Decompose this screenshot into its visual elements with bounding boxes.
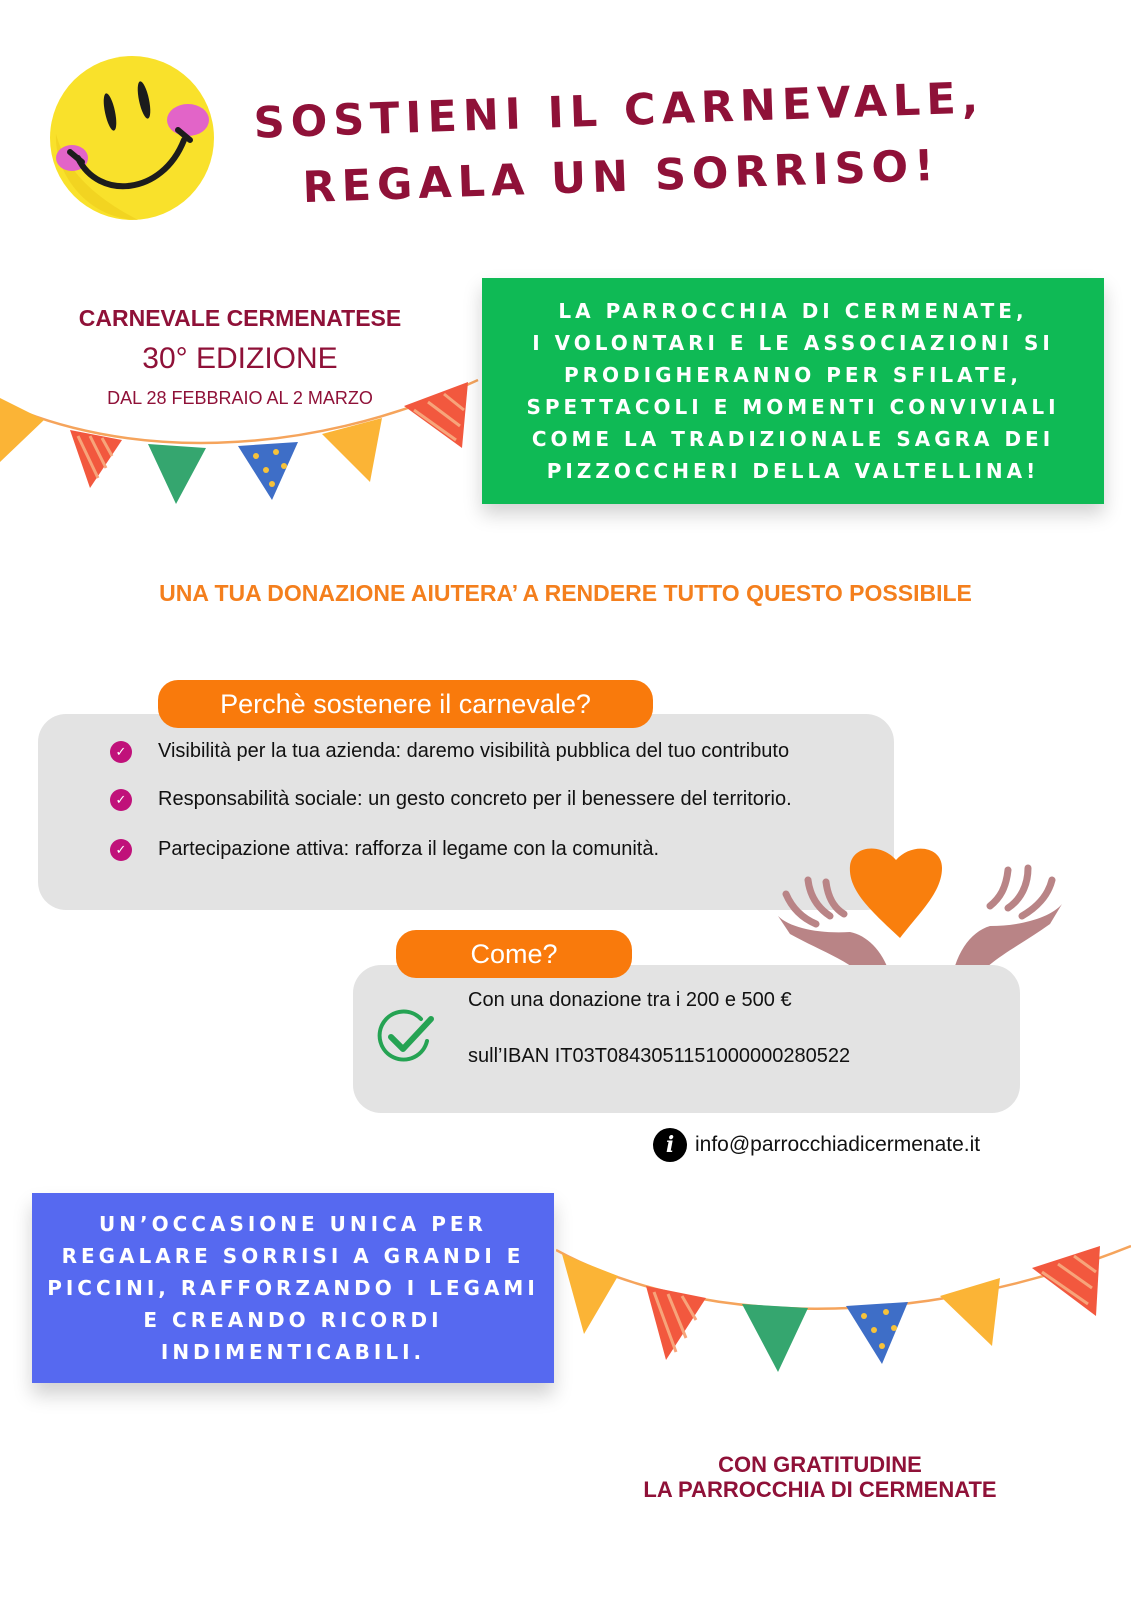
contact-email[interactable]: info@parrocchiadicermenate.it: [695, 1133, 981, 1156]
bunting-bottom-right: [556, 1236, 1131, 1396]
info-line: COME LA TRADIZIONALE SAGRA DEI: [531, 427, 1055, 451]
reason-item: [110, 838, 659, 861]
info-icon: i: [653, 1128, 687, 1162]
closing-box: [32, 1193, 554, 1383]
info-line: PIZZOCCHERI DELLA VALTELLINA!: [546, 459, 1040, 483]
how-panel: [353, 965, 1020, 1113]
reason-text: Visibilità per la tua azienda: daremo visibilità pubblica del tuo contributo: [158, 740, 790, 762]
reason-text: Partecipazione attiva: rafforza il legame con la comunità.: [158, 838, 660, 860]
info-box-text: [526, 295, 1059, 487]
contact-line: [653, 1128, 980, 1162]
closing-line: E CREANDO RICORDI: [143, 1308, 443, 1332]
why-heading: Perchè sostenere il carnevale?: [158, 680, 653, 728]
event-edition: 30° EDIZIONE: [142, 342, 338, 375]
closing-line: REGALARE SORRISI A GRANDI E: [61, 1244, 525, 1268]
info-line: LA PARROCCHIA DI CERMENATE,: [558, 299, 1028, 323]
info-line: I VOLONTARI E LE ASSOCIAZIONI SI: [532, 331, 1054, 355]
closing-box-text: [47, 1208, 539, 1368]
why-panel: [38, 714, 894, 910]
check-circle-icon: ✓: [110, 741, 132, 763]
closing-line: PICCINI, RAFFORZANDO I LEGAMI: [47, 1276, 539, 1300]
check-circle-icon: ✓: [110, 789, 132, 811]
signature-line: LA PARROCCHIA DI CERMENATE: [643, 1477, 997, 1502]
event-name: CARNEVALE CERMENATESE: [78, 305, 402, 331]
reason-item: [110, 740, 789, 763]
info-line: SPETTACOLI E MOMENTI CONVIVIALI: [526, 395, 1060, 419]
info-box: [482, 278, 1104, 504]
info-line: PRODIGHERANNO PER SFILATE,: [563, 363, 1022, 387]
donation-amount: Con una donazione tra i 200 e 500 €: [468, 989, 792, 1011]
signature: [580, 1452, 1060, 1502]
check-circle-icon: ✓: [110, 839, 132, 861]
title-line-2: REGALA UN SORRISO!: [301, 140, 941, 214]
closing-line: UN’OCCASIONE UNICA PER: [99, 1212, 487, 1236]
iban-text: sull’IBAN IT03T0843051151000000280522: [468, 1045, 851, 1067]
title-line-1: SOSTIENI IL CARNEVALE,: [252, 73, 985, 149]
event-dates: DAL 28 FEBBRAIO AL 2 MARZO: [107, 388, 373, 408]
page-title: [238, 65, 1002, 223]
check-mark-icon: [375, 1009, 437, 1067]
signature-line: CON GRATITUDINE: [718, 1452, 922, 1477]
closing-line: INDIMENTICABILI.: [160, 1340, 426, 1364]
how-heading: Come?: [396, 930, 632, 978]
reason-text: Responsabilità sociale: un gesto concreto per il benessere del territorio.: [158, 788, 792, 810]
reason-item: [110, 788, 792, 811]
donation-call: UNA TUA DONAZIONE AIUTERA’ A RENDERE TUTTO QUESTO POSSIBILE: [159, 580, 972, 606]
smiley-face-icon: [48, 54, 220, 226]
